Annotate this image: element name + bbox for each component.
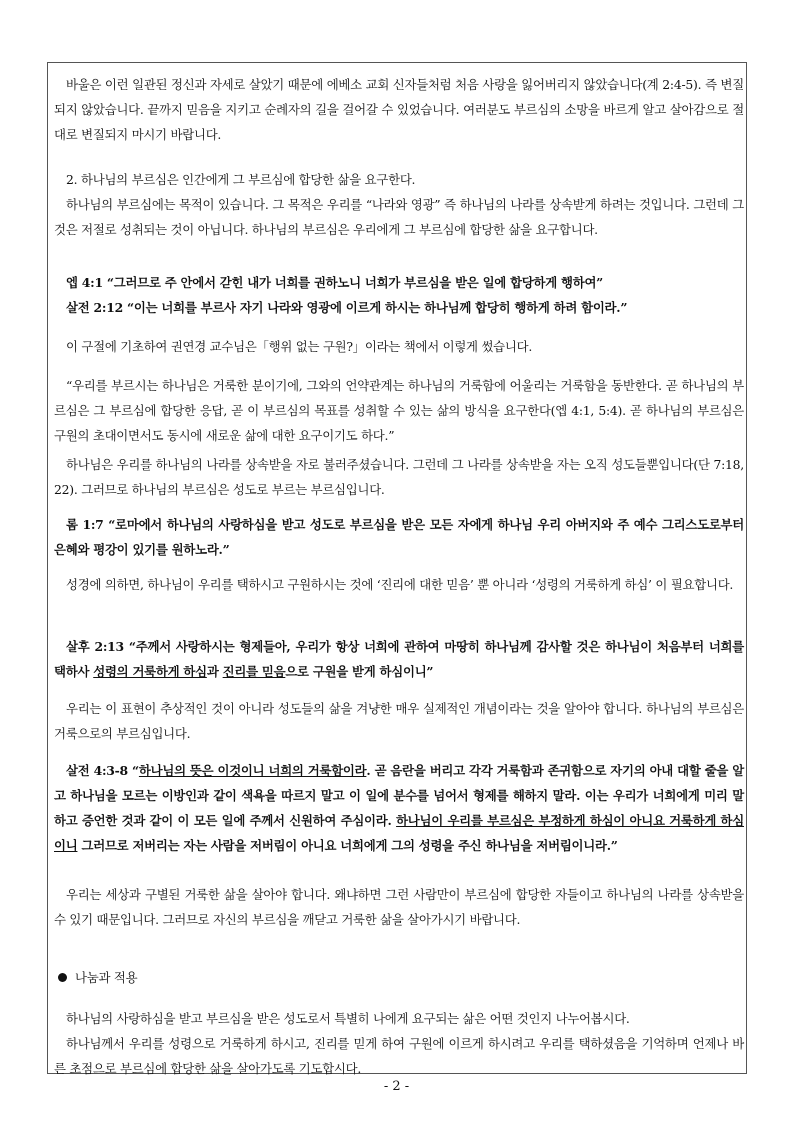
paragraph-faith-sanctification: 성경에 의하면, 하나님이 우리를 택하시고 구원하시는 것에 ‘진리에 대한 믿음’ 뿐 아니라 ‘성령의 거룩하게 하심’ 이 필요합니다. <box>66 577 734 592</box>
section-title: 나눔과 적용 <box>75 970 138 985</box>
paragraph-saints-inherit: 하나님은 우리를 하나님의 나라를 상속받을 자로 불러주셨습니다. 그런데 그 나라를 상속받을 자는 오직 성도들뿐입니다(단 7:18, 22). 그러므로 하나님의 부르심은 성도로 부르는 부르심입니다. <box>54 457 744 497</box>
underline-belief-truth: 진리를 믿음 <box>222 664 286 679</box>
verse-2thess-2-13: 살후 2:13 “주께서 사랑하시는 형제들아, 우리가 항상 너희에 관하여 마땅히 하나님께 감사할 것은 하나님이 처음부터 너희를 택하사 성령의 거룩하게 하심과 진리를 믿음으로 구원을 받게 하심이니” <box>54 639 744 679</box>
application-item-2: 하나님께서 우리를 성령으로 거룩하게 하시고, 진리를 믿게 하여 구원에 이르게 하시려고 우리를 택하셨음을 기억하며 언제나 바른 초점으로 부르심에 합당한 삶을 살아가도록 기도합시다. <box>54 1036 744 1076</box>
bullet-icon <box>58 973 67 982</box>
page-number: - 2 - <box>383 1079 410 1094</box>
quote-book-excerpt: “우리를 부르시는 하나님은 거룩한 분이기에, 그와의 언약관계는 하나님의 거룩함에 어울리는 거룩함을 동반한다. 곧 하나님의 부르심은 그 부르심에 합당한 응답, 곧 이 부르심의 목표를 성취할 수 있는 삶의 방식을 요구한다(엡 4:1, 5:4). 곧 하나님의 부르심은 구원의 초대이면서도 동시에 새로운 삶에 대한 요구이기도 하다.” <box>54 378 744 443</box>
underline-called-to-holiness: 하나님이 우리를 부르심은 부정하게 하심이 아니요 거룩하게 하심이니 <box>54 813 744 853</box>
paragraph-holy-life: 우리는 세상과 구별된 거룩한 삶을 살아야 합니다. 왜냐하면 그런 사람만이 부르심에 합당한 자들이고 하나님의 나라를 상속받을 수 있기 때문입니다. 그러므로 자신의 부르심을 깨닫고 거룩한 삶을 살아가시기 바랍니다. <box>54 887 744 927</box>
underline-spirit-sanctification: 성령의 거룩하게 하심 <box>93 664 207 679</box>
application-item-1: 하나님의 사랑하심을 받고 부르심을 받은 성도로서 특별히 나에게 요구되는 삶은 어떤 것인지 나누어봅시다. <box>66 1011 630 1026</box>
section-sharing-application <box>54 965 744 990</box>
verse-romans-1-7: 롬 1:7 “로마에서 하나님의 사랑하심을 받고 성도로 부르심을 받은 모든 자에게 하나님 우리 아버지와 주 예수 그리스도로부터 은혜와 평강이 있기를 원하노라.” <box>54 517 744 557</box>
paragraph-citation-intro: 이 구절에 기초하여 권연경 교수님은「행위 없는 구원?」이라는 책에서 이렇게 썼습니다. <box>66 339 533 354</box>
section-heading-2: 2. 하나님의 부르심은 인간에게 그 부르심에 합당한 삶을 요구한다. <box>66 172 416 187</box>
underline-will-of-god: 하나님의 뜻은 이것이니 너희의 거룩함이라 <box>138 763 367 778</box>
verse-1thess-2-12: 살전 2:12 “이는 너희를 부르사 자기 나라와 영광에 이르게 하시는 하나님께 합당히 행하게 하려 함이라.” <box>66 300 628 315</box>
paragraph-paul-consistency: 바울은 이런 일관된 정신과 자세로 살았기 때문에 에베소 교회 신자들처럼 처음 사랑을 잃어버리지 않았습니다(계 2:4-5). 즉 변질되지 않았습니다. 끝까지 믿음을 지키고 순례자의 길을 걸어갈 수 있었습니다. 여러분도 부르심의 소망을 바르게 알고 살아감으로 절대로 변질되지 마시기 바랍니다. <box>54 77 744 142</box>
verse-1thess-4-3-8: 살전 4:3-8 “하나님의 뜻은 이것이니 너희의 거룩함이라. 곧 음란을 버리고 각각 거룩함과 존귀함으로 자기의 아내 대할 줄을 알고 하나님을 모르는 이방인과 같이 색욕을 따르지 말고 이 일에 분수를 넘어서 형제를 해하지 말라. 이는 우리가 너희에게 미리 말하고 증언한 것과 같이 이 모든 일에 주께서 신원하여 주심이라. 하나님이 우리를 부르심은 부정하게 하심이 아니요 거룩하게 하심이니 그러므로 저버리는 자는 사람을 저버림이 아니요 너희에게 그의 성령을 주신 하나님을 저버림이니라.” <box>54 763 744 853</box>
paragraph-practical-concept: 우리는 이 표현이 추상적인 것이 아니라 성도들의 삶을 겨냥한 매우 실제적인 개념이라는 것을 알아야 합니다. 하나님의 부르심은 거룩으로의 부르심입니다. <box>54 701 744 741</box>
paragraph-calling-purpose: 하나님의 부르심에는 목적이 있습니다. 그 목적은 우리를 “나라와 영광” 즉 하나님의 나라를 상속받게 하려는 것입니다. 그런데 그것은 저절로 성취되는 것이 아닙니다. 하나님의 부르심은 우리에게 그 부르심에 합당한 삶을 요구합니다. <box>54 197 744 237</box>
verse-ephesians-4-1: 엡 4:1 “그러므로 주 안에서 갇힌 내가 너희를 권하노니 너희가 부르심을 받은 일에 합당하게 행하여” <box>66 275 604 290</box>
